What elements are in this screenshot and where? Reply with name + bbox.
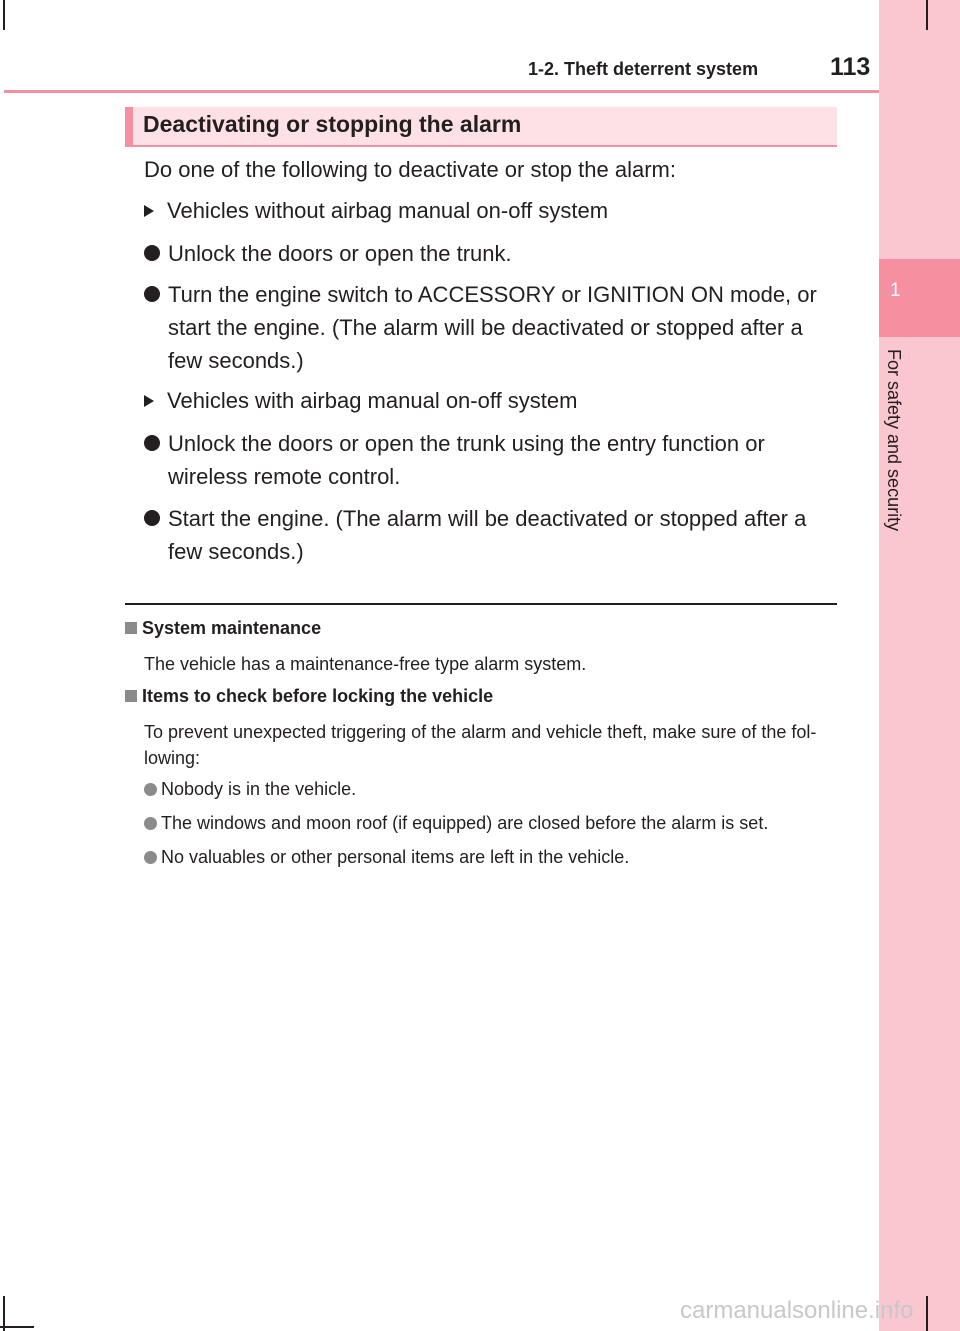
note-list-item-text: Nobody is in the vehicle. — [161, 779, 357, 799]
note-list-item — [144, 847, 629, 868]
header-rule — [4, 90, 879, 93]
note-text: The vehicle has a maintenance-free type alarm system. — [144, 654, 587, 674]
note-text: To prevent unexpected triggering of the alarm and vehicle theft, make sure of the fol- lowing: — [144, 722, 817, 768]
list-item — [144, 237, 834, 270]
bullet-dot-icon — [144, 245, 160, 261]
bullet-dot-icon — [144, 851, 157, 864]
square-bullet-icon — [125, 622, 137, 634]
bullet-dot-icon — [144, 510, 160, 526]
note-list-item-text: No valuables or other personal items are left in the vehicle. — [161, 847, 630, 867]
triangle-bullet-icon — [144, 205, 154, 217]
bullet-dot-icon — [144, 817, 157, 830]
list-item-text: Unlock the doors or open the trunk using the entry function or wireless remote control. — [168, 431, 765, 489]
bullet-dot-icon — [144, 286, 160, 302]
bullet-dot-icon — [144, 783, 157, 796]
note-heading — [125, 686, 493, 707]
list-item — [144, 427, 834, 493]
chapter-side-strip — [879, 0, 960, 1331]
triangle-bullet-icon — [144, 395, 154, 407]
page-number: 113 — [830, 53, 871, 81]
crop-mark — [3, 0, 5, 30]
crop-mark — [0, 1326, 34, 1328]
chapter-title: For safety and security — [884, 349, 904, 532]
note-heading-text: Items to check before locking the vehicle — [142, 686, 494, 706]
list-item — [144, 502, 834, 568]
list-item-text: Start the engine. (The alarm will be deactivated or stopped after a few seconds.) — [168, 506, 807, 564]
note-list-item-text: The windows and moon roof (if equipped) are closed before the alarm is set. — [161, 813, 769, 833]
chapter-number: 1 — [890, 280, 901, 301]
crop-mark — [926, 0, 928, 30]
list-item — [144, 278, 834, 377]
note-list-item — [144, 779, 356, 800]
note-heading — [125, 618, 321, 639]
watermark: carmanualsonline.info — [680, 1297, 914, 1324]
crop-mark — [926, 1296, 928, 1331]
group-heading — [144, 388, 577, 414]
intro-text: Do one of the following to deactivate or stop the alarm: — [144, 157, 676, 182]
square-bullet-icon — [125, 690, 137, 702]
running-header-title: 1-2. Theft deterrent system — [528, 59, 759, 79]
group-heading — [144, 198, 608, 224]
bullet-dot-icon — [144, 435, 160, 451]
note-heading-text: System maintenance — [142, 618, 322, 638]
section-heading: Deactivating or stopping the alarm — [143, 111, 522, 137]
group-heading-text: Vehicles with airbag manual on-off system — [167, 388, 578, 413]
note-list-item — [144, 813, 768, 834]
section-heading-bar — [125, 107, 837, 147]
list-item-text: Unlock the doors or open the trunk. — [168, 241, 512, 266]
group-heading-text: Vehicles without airbag manual on-off system — [167, 198, 609, 223]
list-item-text: Turn the engine switch to ACCESSORY or IGNITION ON mode, or start the engine. (The alarm will be deactivated or stopped after a few seconds.) — [168, 282, 817, 373]
notes-divider — [125, 603, 837, 605]
